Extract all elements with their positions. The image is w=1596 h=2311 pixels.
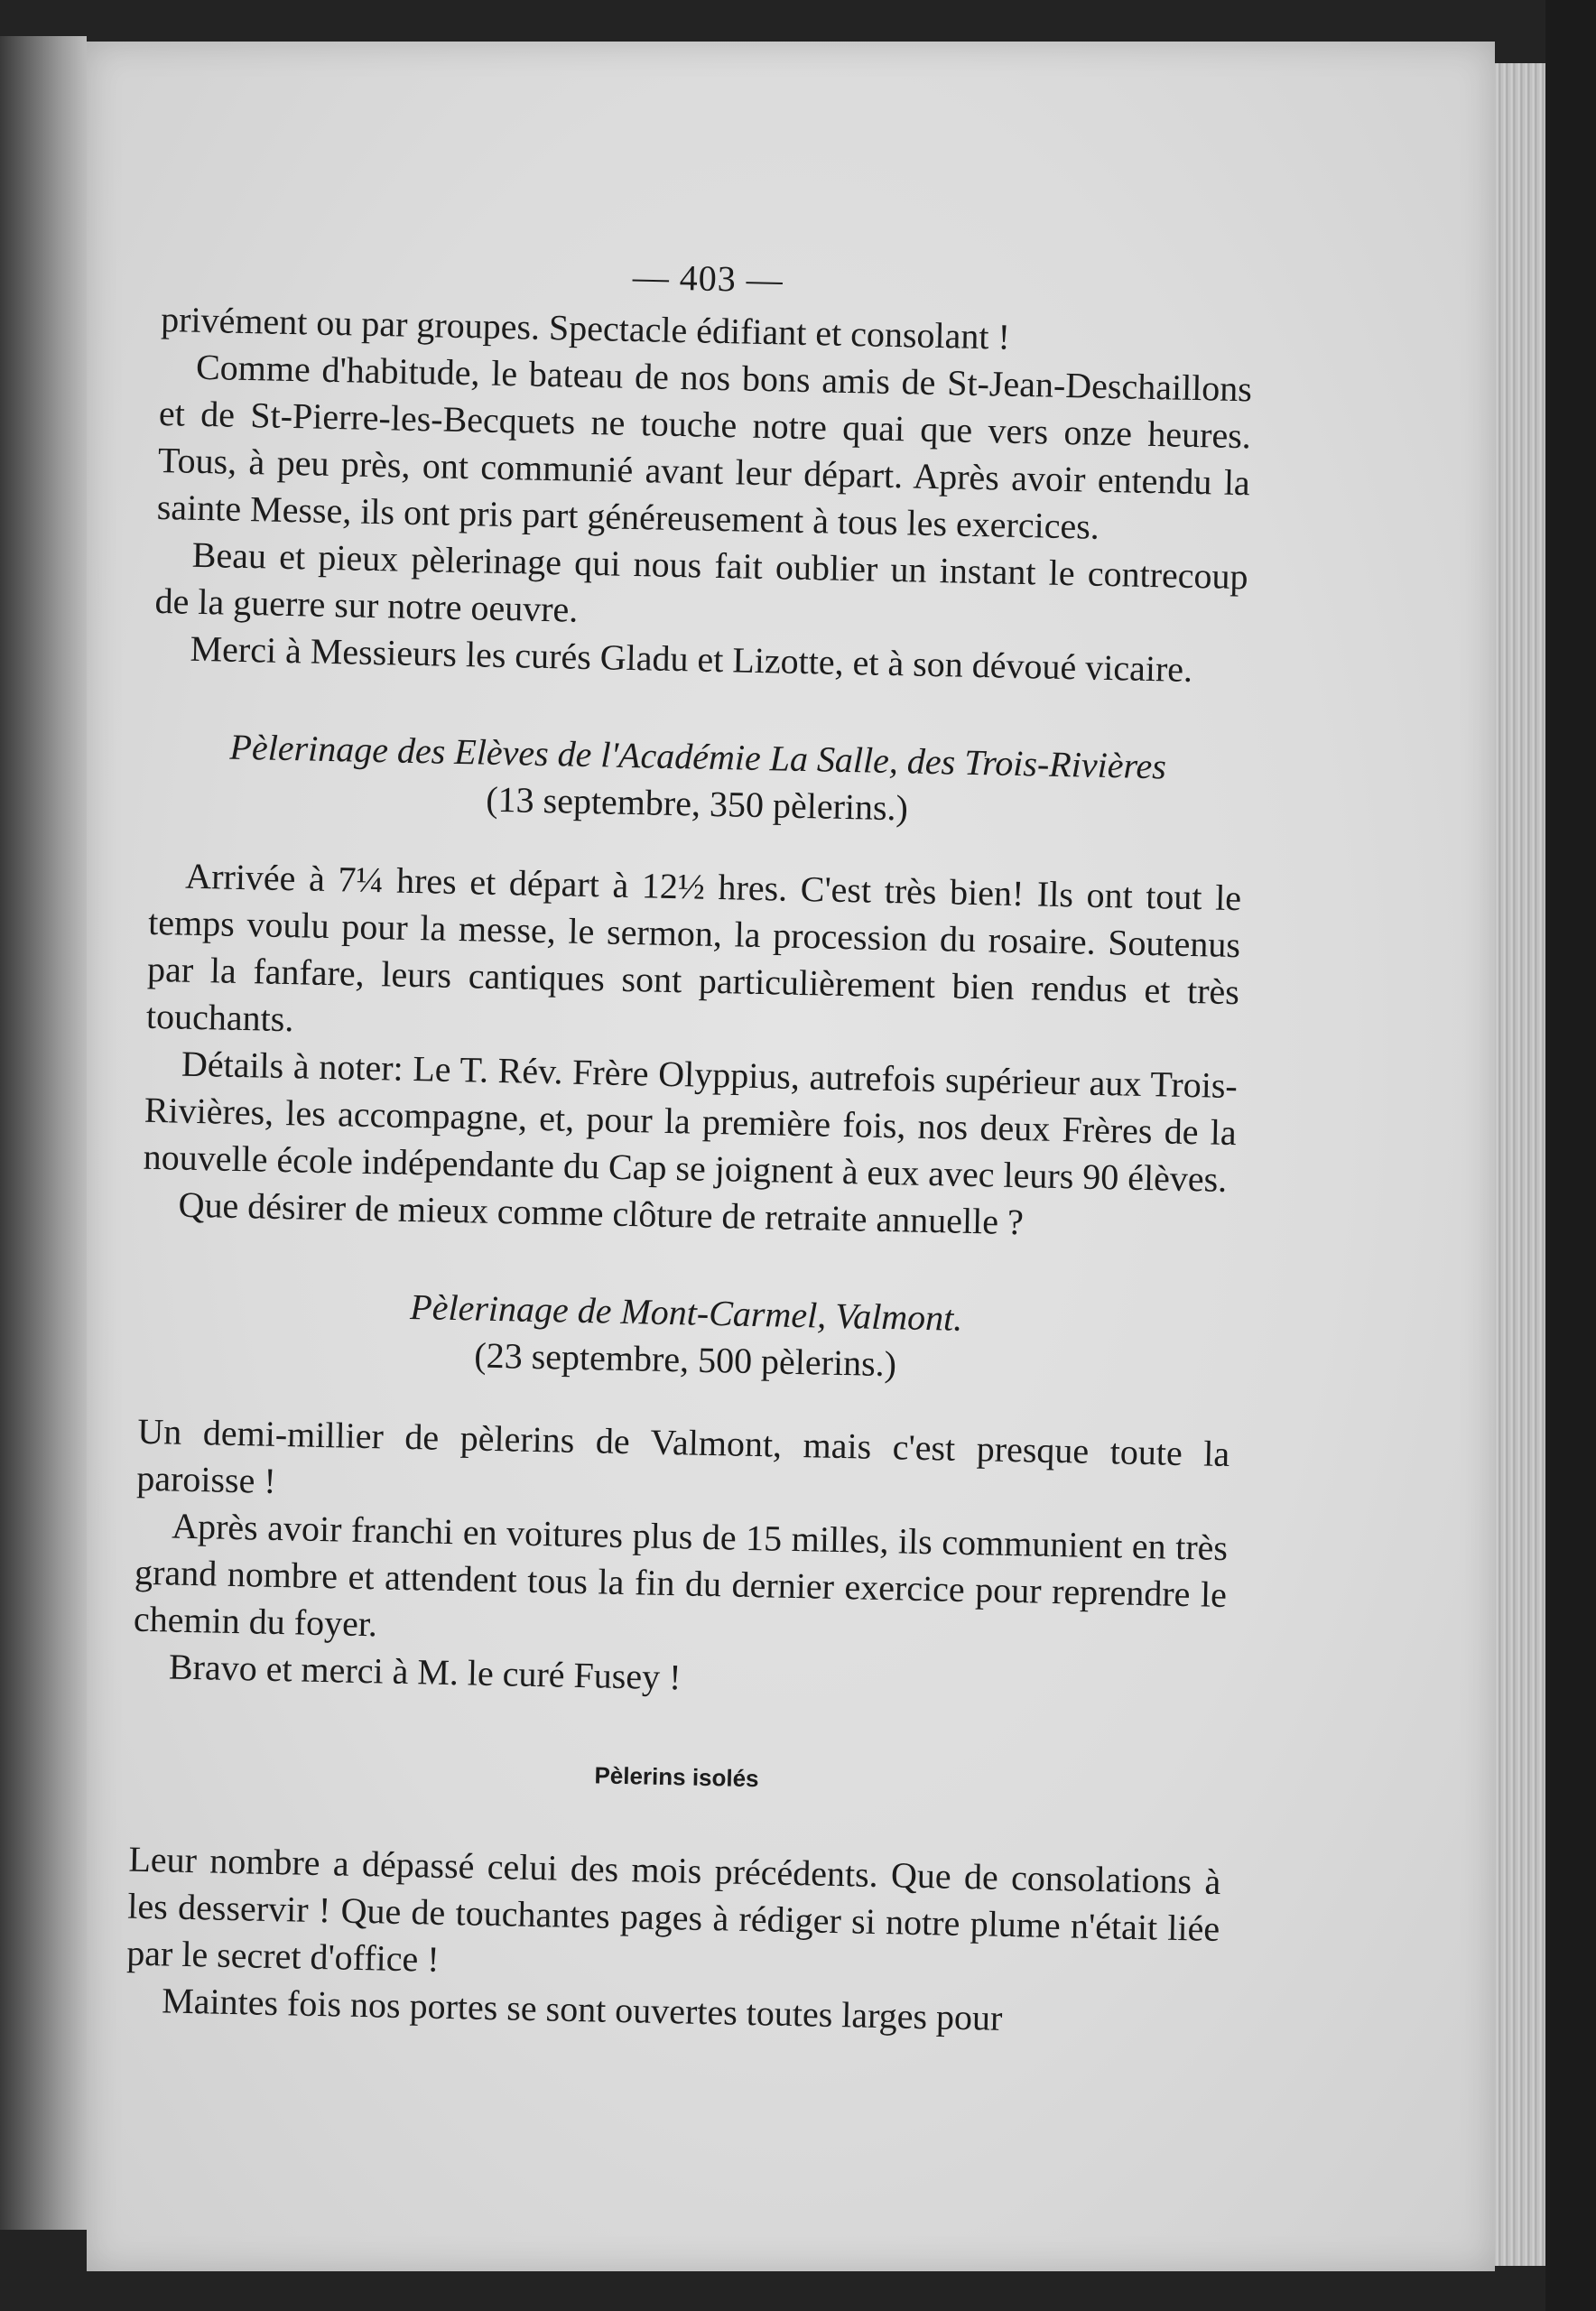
page-stack-edge <box>1495 63 1545 2266</box>
paragraph: Beau et pieux pèlerinage qui nous fait oublier un instant le contrecoup de la guerre sur notre oeuvre. <box>154 534 1249 630</box>
paragraph: Un demi-millier de pèlerins de Valmont, mais c'est presque toute la paroisse ! <box>135 1410 1230 1501</box>
paragraph: Arrivée à 7¼ hres et départ à 12½ hres. C'est très bien! Ils ont tout le temps voulu pour la messe, le sermon, la procession du rosaire. Soutenus par la fanfare, leurs cantiques sont particulièrement bien rendus et très touchants. <box>145 855 1242 1040</box>
paragraph: Détails à noter: Le T. Rév. Frère Olyppius, autrefois supérieur aux Trois-Rivières, les accompagne, et, pour la première fois, nos deux Frères de la nouvelle école indépendante du Cap se joignent à eux avec leurs 90 élèves. <box>143 1043 1239 1200</box>
section-detail: (23 septembre, 500 pèlerins.) <box>473 1334 897 1385</box>
section-heading-pelerins-isoles: Pèlerins isolés <box>594 1761 759 1793</box>
background-margin <box>1545 0 1596 2311</box>
paragraph: privément ou par groupes. Spectacle édifiant et consolant ! <box>160 298 1011 357</box>
facing-page-edge <box>0 36 87 2230</box>
paragraph: Que désirer de mieux comme clôture de retraite annuelle ? <box>178 1183 1025 1243</box>
paragraph: Leur nombre a dépassé celui des mois précédents. Que de consolations à les desservir ! Que de touchantes pages à rédiger si notre plume n'était liée par le secret d'office ! <box>125 1838 1221 1980</box>
paragraph: Comme d'habitude, le bateau de nos bons amis de St-Jean-Deschaillons et de St-Pierre-les-Becquets ne touche notre quai que vers onze heures. Tous, à peu près, ont communié avant leur départ. Après avoir entendu la sainte Messe, ils ont pris part généreusement à tous les exercices. <box>156 346 1253 547</box>
paragraph: Maintes fois nos portes se sont ouvertes toutes larges pour <box>161 1980 1003 2038</box>
paragraph: Bravo et merci à M. le curé Fusey ! <box>168 1646 682 1698</box>
page-text-block <box>125 244 1255 2046</box>
section-title-text: Pèlerinage de Mont-Carmel, Valmont. <box>409 1286 963 1339</box>
paragraph: Merci à Messieurs les curés Gladu et Lizotte, et à son dévoué vicaire. <box>190 627 1193 690</box>
section-title-text: Pèlerinage des Elèves de l'Académie La Salle, des Trois-Rivières <box>229 726 1167 787</box>
paragraph: Après avoir franchi en voitures plus de 15 milles, ils communient en très grand nombre et attendent tous la fin du dernier exercice pour reprendre le chemin du foyer. <box>133 1505 1229 1645</box>
page-number: — 403 — <box>632 255 784 301</box>
section-detail: (13 septembre, 350 pèlerins.) <box>485 778 909 829</box>
